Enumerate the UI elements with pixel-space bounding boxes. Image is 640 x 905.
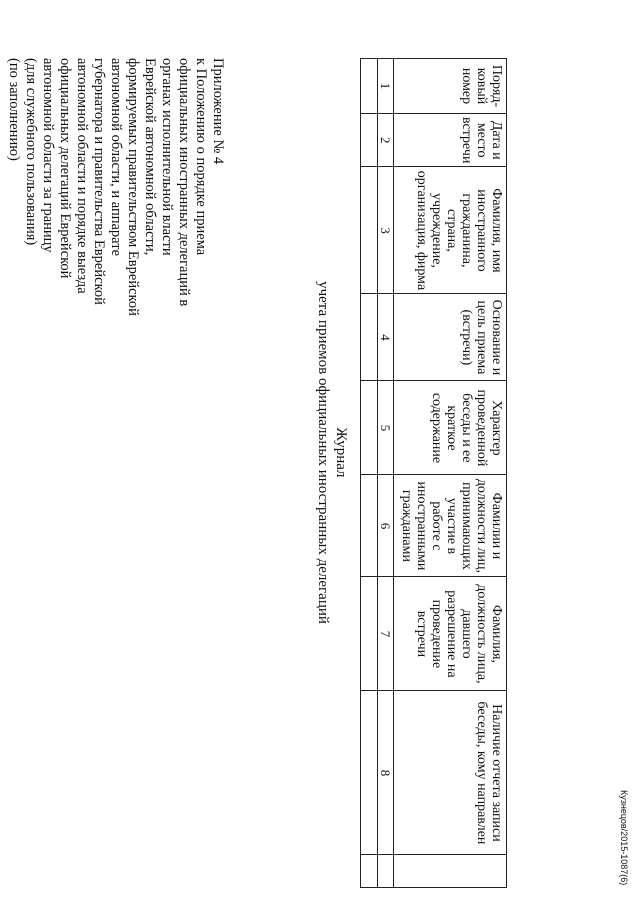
header-cell: Фамилия, имя иностранного гражданина, страна, учреждение, организация, фирма [394, 167, 507, 294]
header-cell: Основание и цель приема (встречи) [394, 294, 507, 381]
header-cell: Характер проведенной беседы и ее краткое содержание [394, 381, 507, 475]
empty-cell [361, 294, 378, 381]
appendix-line: автономной области и порядке выезда [74, 58, 90, 294]
appendix-line: Приложение № 4 [210, 58, 226, 165]
number-cell-empty [378, 855, 394, 888]
appendix-line: (по заполнению) [6, 58, 22, 161]
header-cell: Фамилия, должность лица, давшего разрешение на проведение встречи [394, 577, 507, 691]
empty-cell [361, 475, 378, 577]
number-cell: 7 [378, 577, 394, 691]
header-row [394, 59, 507, 888]
appendix-line: к Положению о порядке приема [193, 58, 209, 256]
appendix-line: формируемых правительством Еврейской [125, 58, 141, 316]
empty-cell [361, 167, 378, 294]
number-row [378, 59, 394, 888]
appendix-note [5, 58, 226, 378]
empty-cell [361, 381, 378, 475]
document-stamp: Кузнецов/2015-1087(6) [619, 790, 629, 886]
header-cell-empty [394, 855, 507, 888]
appendix-line: официальных делегаций Еврейской [57, 58, 73, 279]
empty-cell [361, 855, 378, 888]
header-cell: Наличие отчета записи беседы, кому направлен [394, 691, 507, 855]
empty-cell [361, 691, 378, 855]
title-line-1: Журнал [333, 427, 349, 478]
header-cell: Дата и место встречи [394, 114, 507, 167]
appendix-line: органах исполнительной власти [159, 58, 175, 256]
number-cell: 5 [378, 381, 394, 475]
header-cell: Поряд-ковый номер [394, 59, 507, 114]
appendix-line: автономной области, и аппарате [108, 58, 124, 257]
number-cell: 1 [378, 59, 394, 114]
journal-table [360, 58, 507, 888]
number-cell: 3 [378, 167, 394, 294]
empty-row [361, 59, 378, 888]
empty-cell [361, 577, 378, 691]
journal-title [314, 0, 350, 905]
number-cell: 2 [378, 114, 394, 167]
empty-cell [361, 59, 378, 114]
header-cell: Фамилии и должности лиц, принимающих участие в работе с иностранными гражданами [394, 475, 507, 577]
title-line-2: учета приемов официальных иностранных делегаций [315, 281, 331, 624]
appendix-line: (для служебного пользования) [23, 58, 39, 246]
appendix-line: губернатора и правительства Еврейской [91, 58, 107, 305]
number-cell: 6 [378, 475, 394, 577]
empty-cell [361, 114, 378, 167]
number-cell: 8 [378, 691, 394, 855]
appendix-line: автономной области за границу [40, 58, 56, 253]
appendix-line: официальных иностранных делегаций в [176, 58, 192, 307]
number-cell: 4 [378, 294, 394, 381]
appendix-line: Еврейской автономной области, [142, 58, 158, 256]
